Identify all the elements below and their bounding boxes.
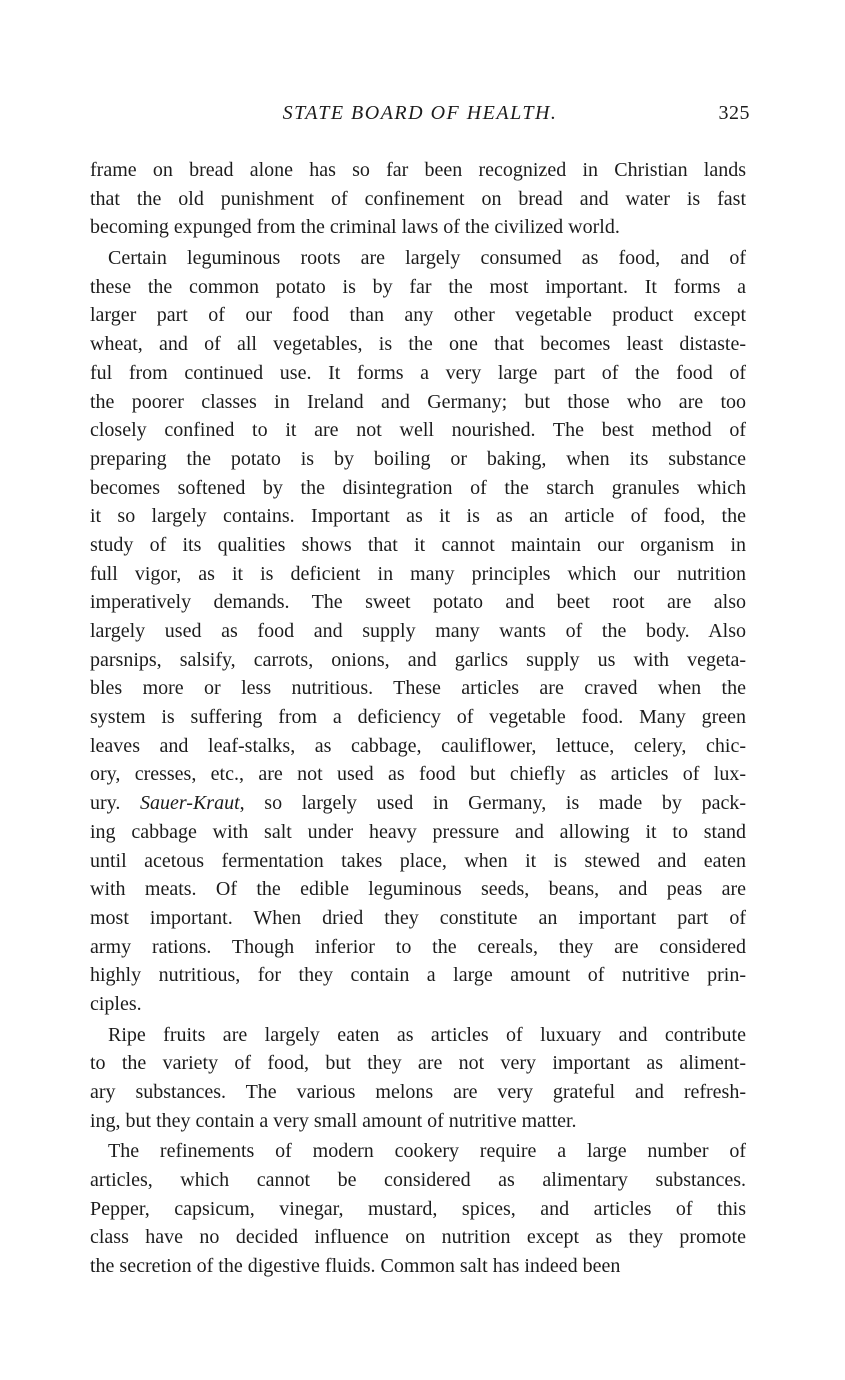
text-line: that the old punishment of confinement on bread and water is fast <box>90 187 746 210</box>
text-line: until acetous fermentation takes place, when it is stewed and eaten <box>90 849 746 872</box>
paragraph <box>90 1137 746 1280</box>
text-line: becoming expunged from the criminal laws of the civilized world. <box>90 216 620 239</box>
text-line: army rations. Though inferior to the cereals, they are considered <box>90 935 746 958</box>
text-line: ing, but they contain a very small amount of nutritive matter. <box>90 1109 577 1132</box>
text-line: largely used as food and supply many wants of the body. Also <box>90 620 746 642</box>
text-line: ciples. <box>90 992 142 1015</box>
running-title: STATE BOARD OF HEALTH. <box>282 102 558 124</box>
text-line: The refinements of modern cookery require a large number of <box>108 1140 746 1163</box>
text-line: full vigor, as it is deficient in many principles which our nutrition <box>90 562 746 585</box>
text-line: class have no decided influence on nutrition except as they promote <box>90 1226 746 1249</box>
italic-term: Sauer-Kraut <box>140 792 240 815</box>
text-line: articles, which cannot be considered as alimentary substances. <box>90 1169 746 1192</box>
paragraph <box>90 244 746 1019</box>
running-head <box>90 100 750 130</box>
body-text <box>90 156 746 1281</box>
text-line: study of its qualities shows that it cannot maintain our organism in <box>90 533 746 556</box>
text-line: ory, cresses, etc., are not used as food but chiefly as articles of lux- <box>90 763 746 786</box>
text-line: highly nutritious, for they contain a large amount of nutritive prin- <box>90 964 746 987</box>
text-line: frame on bread alone has so far been recognized in Christian lands <box>90 159 746 181</box>
text-fragment: , so largely used in Germany, is made by pack- <box>239 792 746 815</box>
paragraph <box>90 1021 746 1136</box>
text-line: with meats. Of the edible leguminous seeds, beans, and peas are <box>90 878 746 901</box>
text-line: to the variety of food, but they are not very important as aliment- <box>90 1052 746 1075</box>
text-line: bles more or less nutritious. These articles are craved when the <box>90 677 746 700</box>
page-number: 325 <box>718 102 750 124</box>
text-line <box>90 789 746 818</box>
text-line: Ripe fruits are largely eaten as articles of luxuary and contribute <box>108 1023 746 1046</box>
text-fragment: ury. <box>90 792 141 815</box>
text-line: the secretion of the digestive fluids. Common salt has indeed been <box>90 1255 621 1278</box>
text-line: system is suffering from a deficiency of vegetable food. Many green <box>90 706 746 729</box>
text-line: ary substances. The various melons are very grateful and refresh- <box>90 1081 746 1103</box>
text-line: becomes softened by the disintegration of the starch granules which <box>90 476 746 499</box>
text-line: ing cabbage with salt under heavy pressure and allowing it to stand <box>90 820 746 843</box>
text-line: it so largely contains. Important as it is as an article of food, the <box>90 505 746 528</box>
text-line: Certain leguminous roots are largely consumed as food, and of <box>108 247 746 270</box>
text-line: imperatively demands. The sweet potato and beet root are also <box>90 591 746 614</box>
text-line: Pepper, capsicum, vinegar, mustard, spices, and articles of this <box>90 1197 746 1220</box>
text-line: leaves and leaf-stalks, as cabbage, cauliflower, lettuce, celery, chic- <box>90 734 746 757</box>
text-line: larger part of our food than any other vegetable product except <box>90 304 746 327</box>
text-line: most important. When dried they constitute an important part of <box>90 906 746 929</box>
text-line: closely confined to it are not well nourished. The best method of <box>90 419 746 442</box>
text-line: these the common potato is by far the most important. It forms a <box>90 275 746 298</box>
paragraph <box>90 156 746 242</box>
text-line: preparing the potato is by boiling or baking, when its substance <box>90 447 746 470</box>
text-line: the poorer classes in Ireland and Germany; but those who are too <box>90 390 746 413</box>
text-line: parsnips, salsify, carrots, onions, and garlics supply us with vegeta- <box>90 648 746 671</box>
text-line: ful from continued use. It forms a very large part of the food of <box>90 361 746 384</box>
text-line: wheat, and of all vegetables, is the one that becomes least distaste- <box>90 333 746 356</box>
